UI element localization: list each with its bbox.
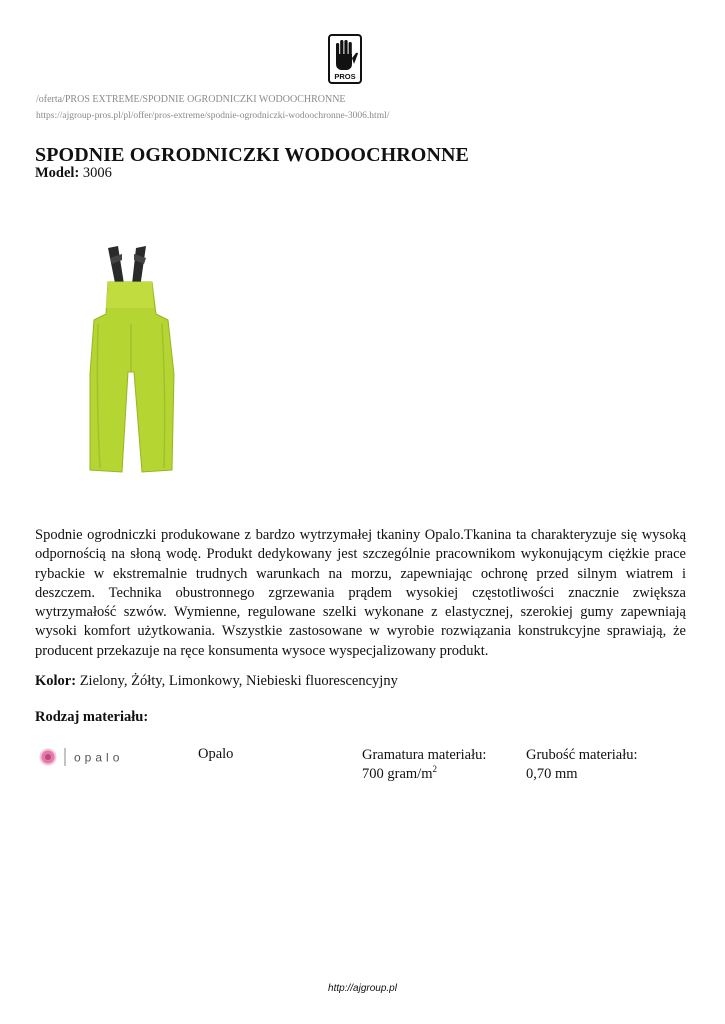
svg-text:PROS: PROS xyxy=(334,72,356,81)
bib-trousers-image xyxy=(70,244,190,478)
material-name: Opalo xyxy=(198,746,234,762)
weight-exponent: 2 xyxy=(432,764,437,774)
product-description: Spodnie ogrodniczki produkowane z bardzo wytrzymałej tkaniny Opalo.Tkanina ta charakteryzuje się wysoką odpornością na słoną wodę. Produkt dedykowany jest szczególnie pracownikom wykonującym ciężkie prace rybackie w ekstremalnie trudnych warunkach na morzu, zapewniając ochronę przed silnym wiatrem i deszczem. Technika obustronnego zgrzewania prądem wysokiej częstotliwości znacznie zwiększa wytrzymałość szwów. Wymienne, regulowane szelki wykonane z elastycznej, szerokiej gumy zapewniają wysoki komfort użytkowania. Wszystkie zastosowane w wyrobie rozwiązania konstrukcyjne sprawiają, że producent przekazuje na ręce konsumenta wysoce wyspecjalizowany produkt. xyxy=(35,527,686,659)
page-title: SPODNIE OGRODNICZKI WODOOCHRONNE xyxy=(35,144,469,166)
svg-text:opalo: opalo xyxy=(74,750,124,765)
material-weight xyxy=(362,746,486,784)
material-thickness xyxy=(526,746,638,784)
thickness-value: 0,70 mm xyxy=(526,766,578,782)
breadcrumb[interactable]: /oferta/PROS EXTREME/SPODNIE OGRODNICZKI WODOOCHRONNE xyxy=(36,94,346,105)
page-url[interactable]: https://ajgroup-pros.pl/pl/offer/pros-extreme/spodnie-ogrodniczki-wodoochronne-3006.html/ xyxy=(36,111,390,121)
weight-label: Gramatura materiału: xyxy=(362,747,487,763)
pros-logo xyxy=(328,34,362,84)
material-heading: Rodzaj materiału: xyxy=(35,709,149,725)
opalo-logo xyxy=(36,746,136,768)
footer-url[interactable]: http://ajgroup.pl xyxy=(328,983,397,994)
model-line xyxy=(35,165,112,182)
model-label: Model: xyxy=(35,165,80,181)
color-value: Zielony, Żółty, Limonkowy, Niebieski fluorescencyjny xyxy=(79,673,398,689)
model-value: 3006 xyxy=(82,165,112,181)
color-label: Kolor: xyxy=(35,673,77,689)
weight-value-line xyxy=(362,765,486,784)
thickness-label: Grubość materiału: xyxy=(526,747,638,763)
color-line xyxy=(35,673,398,690)
weight-value: 700 gram/m xyxy=(362,766,433,782)
